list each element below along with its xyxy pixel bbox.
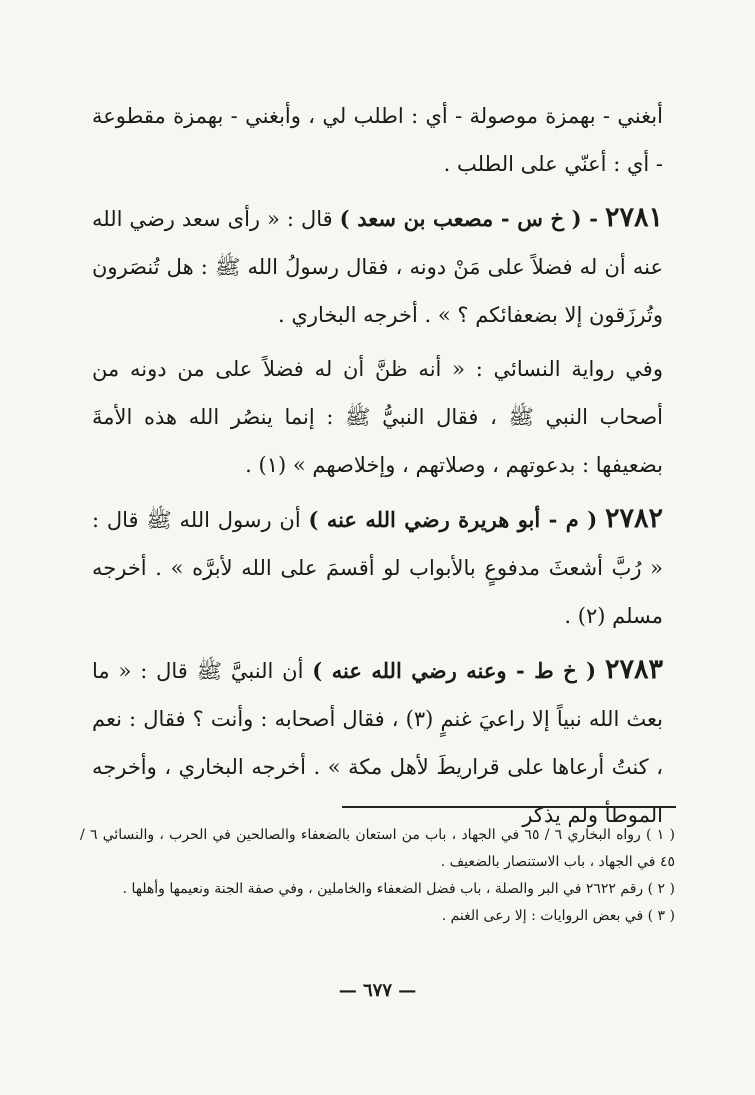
page-number: — ٦٧٧ — <box>338 980 417 1001</box>
main-text <box>92 92 663 839</box>
footnote-2: ( ٢ ) رقم ٢٦٢٢ في البر والصلة ، باب فضل الضعفاء والخاملين ، وفي صفة الجنة ونعيمها وأهلها . <box>122 881 675 897</box>
hadith-text: قال : « رأى سعد رضي الله عنه أن له فضلاً على مَنْ دونه ، فقال رسولُ الله ﷺ : هل تُنصَرون وتُرزَقون إلا بضعفائكم ؟ » . أخرجه البخاري . <box>92 207 663 327</box>
hadith-source: - ( خ س - مصعب بن سعد ) <box>339 206 598 231</box>
hadith-text: أن رسول الله ﷺ قال : « رُبَّ أشعثَ مدفوعٍ بالأبواب لو أقسمَ على الله لأبرَّه » . أخرجه مسلم (٢) . <box>92 508 663 628</box>
footnote-1: ( ١ ) رواه البخاري ٦ / ٦٥ في الجهاد ، باب من استعان بالضعفاء والصالحين في الحرب ، والنسائي ٦ / ٤٥ في الجهاد ، باب الاستنصار بالضعيف . <box>80 827 675 870</box>
hadith-number: ٢٧٨١ <box>604 202 663 233</box>
hadith-source: ( م - أبو هريرة رضي الله عنه ) <box>308 507 598 532</box>
hadith-2782 <box>92 495 663 640</box>
hadith-number: ٢٧٨٣ <box>604 654 663 685</box>
paragraph-nasai-version: وفي رواية النسائي : « أنه ظنَّ أن له فضلاً على من دونه من أصحاب النبي ﷺ ، فقال النبيُّ ﷺ : إنما ينصُر الله هذه الأمةَ بضعيفها : بدعوتهم ، وصلاتهم ، وإخلاصهم » (١) . <box>92 357 663 477</box>
paragraph-glossary: أبغني - بهمزة موصولة - أي : اطلب لي ، وأبغني - بهمزة مقطوعة - أي : أعنّي على الطلب . <box>92 104 663 176</box>
footnotes <box>80 822 675 930</box>
hadith-text: أن النبيَّ ﷺ قال : « ما بعث الله نبياً إلا راعيَ غنمٍ (٣) ، فقال أصحابه : وأنت ؟ فقال : نعم ، كنتُ أرعاها على قراريطَ لأهل مكة » . أخرجه البخاري ، وأخرجه الموطأ ولم يذكر <box>92 659 663 827</box>
hadith-2781 <box>92 194 663 339</box>
hadith-2783 <box>92 646 663 839</box>
hadith-number: ٢٧٨٢ <box>604 503 663 534</box>
footnote-3: ( ٣ ) في بعض الروايات : إلا رعى الغنم . <box>441 908 675 924</box>
footnote-divider <box>342 806 676 808</box>
hadith-source: ( خ ط - وعنه رضي الله عنه ) <box>312 658 597 683</box>
